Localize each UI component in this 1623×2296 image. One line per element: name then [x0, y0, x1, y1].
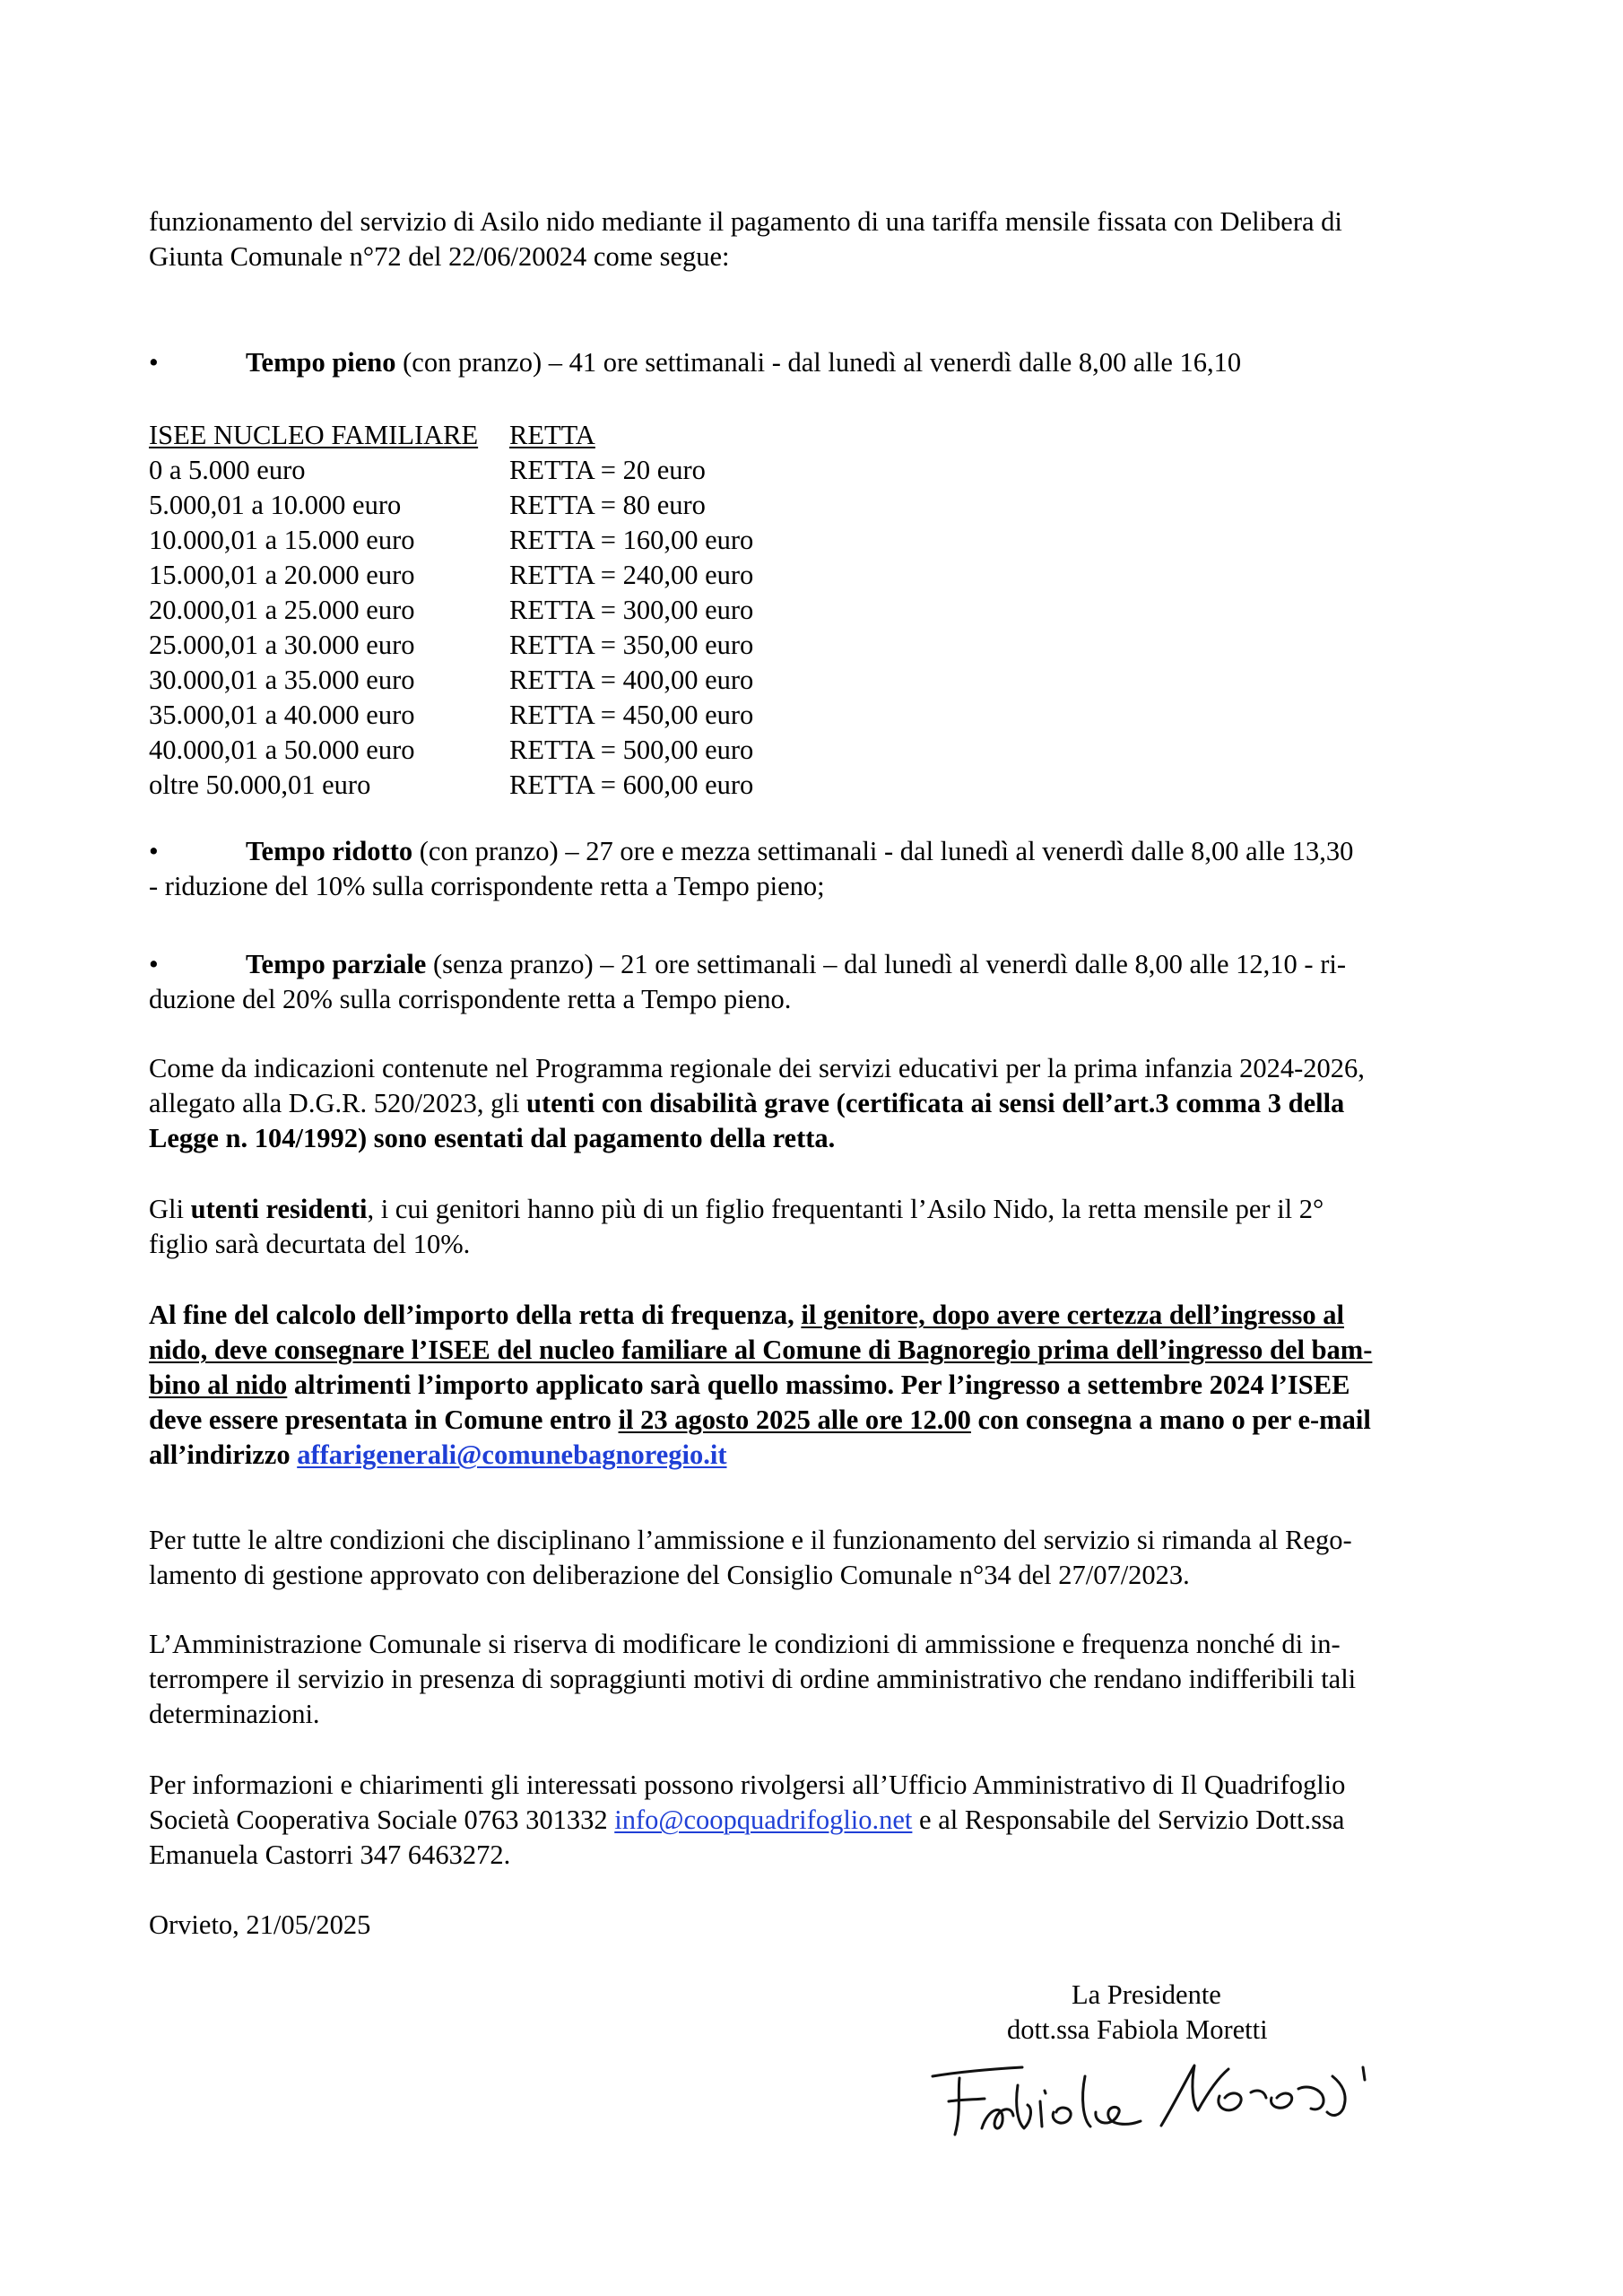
isee-retta-cell: RETTA = 450,00 euro	[509, 700, 754, 730]
disabilita-paragraph	[149, 1051, 1490, 1156]
intro-line-2: Giunta Comunale n°72 del 22/06/20024 come segue:	[149, 241, 730, 272]
isee-retta-cell: RETTA = 160,00 euro	[509, 525, 754, 555]
isee-retta-cell: RETTA = 80 euro	[509, 490, 706, 520]
informazioni-paragraph	[149, 1768, 1490, 1873]
isee-retta-cell: RETTA = 240,00 euro	[509, 560, 754, 590]
isee-table-row	[149, 593, 753, 628]
handwritten-signature	[906, 2022, 1408, 2148]
isee-range-cell: 25.000,01 a 30.000 euro	[149, 630, 415, 660]
isee-table-row	[149, 523, 753, 558]
intro-paragraph	[149, 204, 1490, 274]
isee-retta-cell: RETTA = 400,00 euro	[509, 665, 754, 695]
tempo-parziale-line-1: Tempo parziale (senza pranzo) – 21 ore settimanali – dal lunedì al venerdì dalle 8,00 alle 12,10 - ri-	[246, 949, 1346, 979]
bullet-icon: •	[149, 949, 159, 979]
informazioni-line-3: Emanuela Castorri 347 6463272.	[149, 1839, 511, 1870]
bullet-tempo-ridotto	[149, 834, 1490, 904]
isee-header-col1: ISEE NUCLEO FAMILIARE	[149, 420, 479, 450]
calcolo-line-4: deve essere presentata in Comune entro il 23 agosto 2025 alle ore 12.00 con consegna a mano o per e-mail	[149, 1405, 1371, 1435]
residenti-line-1: Gli utenti residenti, i cui genitori hanno più di un figlio frequentanti l’Asilo Nido, la retta mensile per il 2°	[149, 1194, 1324, 1224]
disabilita-line-3: Legge n. 104/1992) sono esentati dal pagamento della retta.	[149, 1123, 836, 1153]
isee-table-body	[149, 453, 753, 803]
isee-range-cell: 15.000,01 a 20.000 euro	[149, 560, 415, 590]
riserva-paragraph	[149, 1627, 1490, 1732]
isee-table-row	[149, 698, 753, 733]
email-link-coop[interactable]: info@coopquadrifoglio.net	[614, 1805, 913, 1835]
isee-table-header	[149, 418, 753, 453]
place-date: Orvieto, 21/05/2025	[149, 1909, 371, 1940]
email-link-comune[interactable]: affarigenerali@comunebagnoregio.it	[297, 1439, 727, 1470]
isee-retta-cell: RETTA = 300,00 euro	[509, 595, 754, 625]
disabilita-line-1: Come da indicazioni contenute nel Programma regionale dei servizi educativi per la prima infanzia 2024-2026,	[149, 1053, 1365, 1083]
tempo-ridotto-line-2: - riduzione del 10% sulla corrispondente retta a Tempo pieno;	[149, 871, 825, 901]
riserva-line-2: terrompere il servizio in presenza di sopraggiunti motivi di ordine amministrativo che rendano indifferibili tali	[149, 1664, 1357, 1694]
informazioni-line-2: Società Cooperativa Sociale 0763 301332 info@coopquadrifoglio.net e al Responsabile del Servizio Dott.ssa	[149, 1805, 1345, 1835]
isee-table-row	[149, 768, 753, 803]
isee-range-cell: 30.000,01 a 35.000 euro	[149, 665, 415, 695]
bullet-tempo-pieno	[149, 345, 1490, 380]
isee-table-row	[149, 488, 753, 523]
isee-retta-cell: RETTA = 500,00 euro	[509, 735, 754, 765]
residenti-line-2: figlio sarà decurtata del 10%.	[149, 1229, 471, 1259]
isee-table-row	[149, 663, 753, 698]
isee-table-row	[149, 558, 753, 593]
bullet-icon: •	[149, 836, 159, 866]
isee-header-col2: RETTA	[509, 420, 595, 450]
bullet-icon: •	[149, 347, 159, 378]
isee-table-row	[149, 733, 753, 768]
tempo-ridotto-line-1: Tempo ridotto (con pranzo) – 27 ore e mezza settimanali - dal lunedì al venerdì dalle 8,00 alle 13,30	[246, 836, 1354, 866]
calcolo-line-1: Al fine del calcolo dell’importo della retta di frequenza, il genitore, dopo avere certezza dell’ingresso al	[149, 1300, 1345, 1330]
isee-retta-cell: RETTA = 600,00 euro	[509, 770, 754, 800]
calcolo-paragraph	[149, 1298, 1490, 1473]
residenti-paragraph	[149, 1192, 1490, 1262]
isee-table-row	[149, 628, 753, 663]
calcolo-line-2: nido, deve consegnare l’ISEE del nucleo familiare al Comune di Bagnoregio prima dell’ingresso del bam-	[149, 1335, 1373, 1365]
informazioni-line-1: Per informazioni e chiarimenti gli interessati possono rivolgersi all’Ufficio Amministrativo di Il Quadrifoglio	[149, 1770, 1346, 1800]
isee-range-cell: 35.000,01 a 40.000 euro	[149, 700, 415, 730]
tempo-pieno-label: Tempo pieno	[246, 347, 396, 378]
signature-name: dott.ssa Fabiola Moretti	[1007, 2014, 1268, 2045]
tempo-parziale-line-2: duzione del 20% sulla corrispondente retta a Tempo pieno.	[149, 984, 792, 1014]
isee-range-cell: 5.000,01 a 10.000 euro	[149, 490, 402, 520]
calcolo-line-5: all’indirizzo affarigenerali@comunebagnoregio.it	[149, 1439, 727, 1470]
disabilita-line-2: allegato alla D.G.R. 520/2023, gli utenti con disabilità grave (certificata ai sensi dell’art.3 comma 3 della	[149, 1088, 1345, 1118]
isee-table	[149, 418, 753, 803]
regolamento-paragraph	[149, 1523, 1490, 1593]
regolamento-line-2: lamento di gestione approvato con deliberazione del Consiglio Comunale n°34 del 27/07/2023.	[149, 1560, 1190, 1590]
tempo-pieno-desc: (con pranzo) – 41 ore settimanali - dal lunedì al venerdì dalle 8,00 alle 16,10	[395, 347, 1242, 378]
isee-range-cell: 10.000,01 a 15.000 euro	[149, 525, 415, 555]
isee-table-row	[149, 453, 753, 488]
calcolo-line-3: bino al nido altrimenti l’importo applicato sarà quello massimo. Per l’ingresso a settembre 2024 l’ISEE	[149, 1370, 1350, 1400]
riserva-line-3: determinazioni.	[149, 1699, 320, 1729]
isee-retta-cell: RETTA = 350,00 euro	[509, 630, 754, 660]
isee-range-cell: oltre 50.000,01 euro	[149, 770, 371, 800]
regolamento-line-1: Per tutte le altre condizioni che disciplinano l’ammissione e il funzionamento del servizio si rimanda al Rego-	[149, 1525, 1352, 1555]
isee-range-cell: 40.000,01 a 50.000 euro	[149, 735, 415, 765]
isee-range-cell: 0 a 5.000 euro	[149, 455, 306, 485]
tempo-ridotto-label: Tempo ridotto	[246, 836, 413, 866]
isee-retta-cell: RETTA = 20 euro	[509, 455, 706, 485]
signature-title: La Presidente	[1072, 1979, 1221, 2010]
isee-range-cell: 20.000,01 a 25.000 euro	[149, 595, 415, 625]
intro-line-1: funzionamento del servizio di Asilo nido mediante il pagamento di una tariffa mensile fissata con Delibera di	[149, 206, 1342, 237]
tempo-parziale-label: Tempo parziale	[246, 949, 427, 979]
bullet-tempo-parziale	[149, 947, 1490, 1017]
tempo-pieno-line	[149, 345, 1490, 380]
riserva-line-1: L’Amministrazione Comunale si riserva di modificare le condizioni di ammissione e frequenza nonché di in-	[149, 1629, 1341, 1659]
